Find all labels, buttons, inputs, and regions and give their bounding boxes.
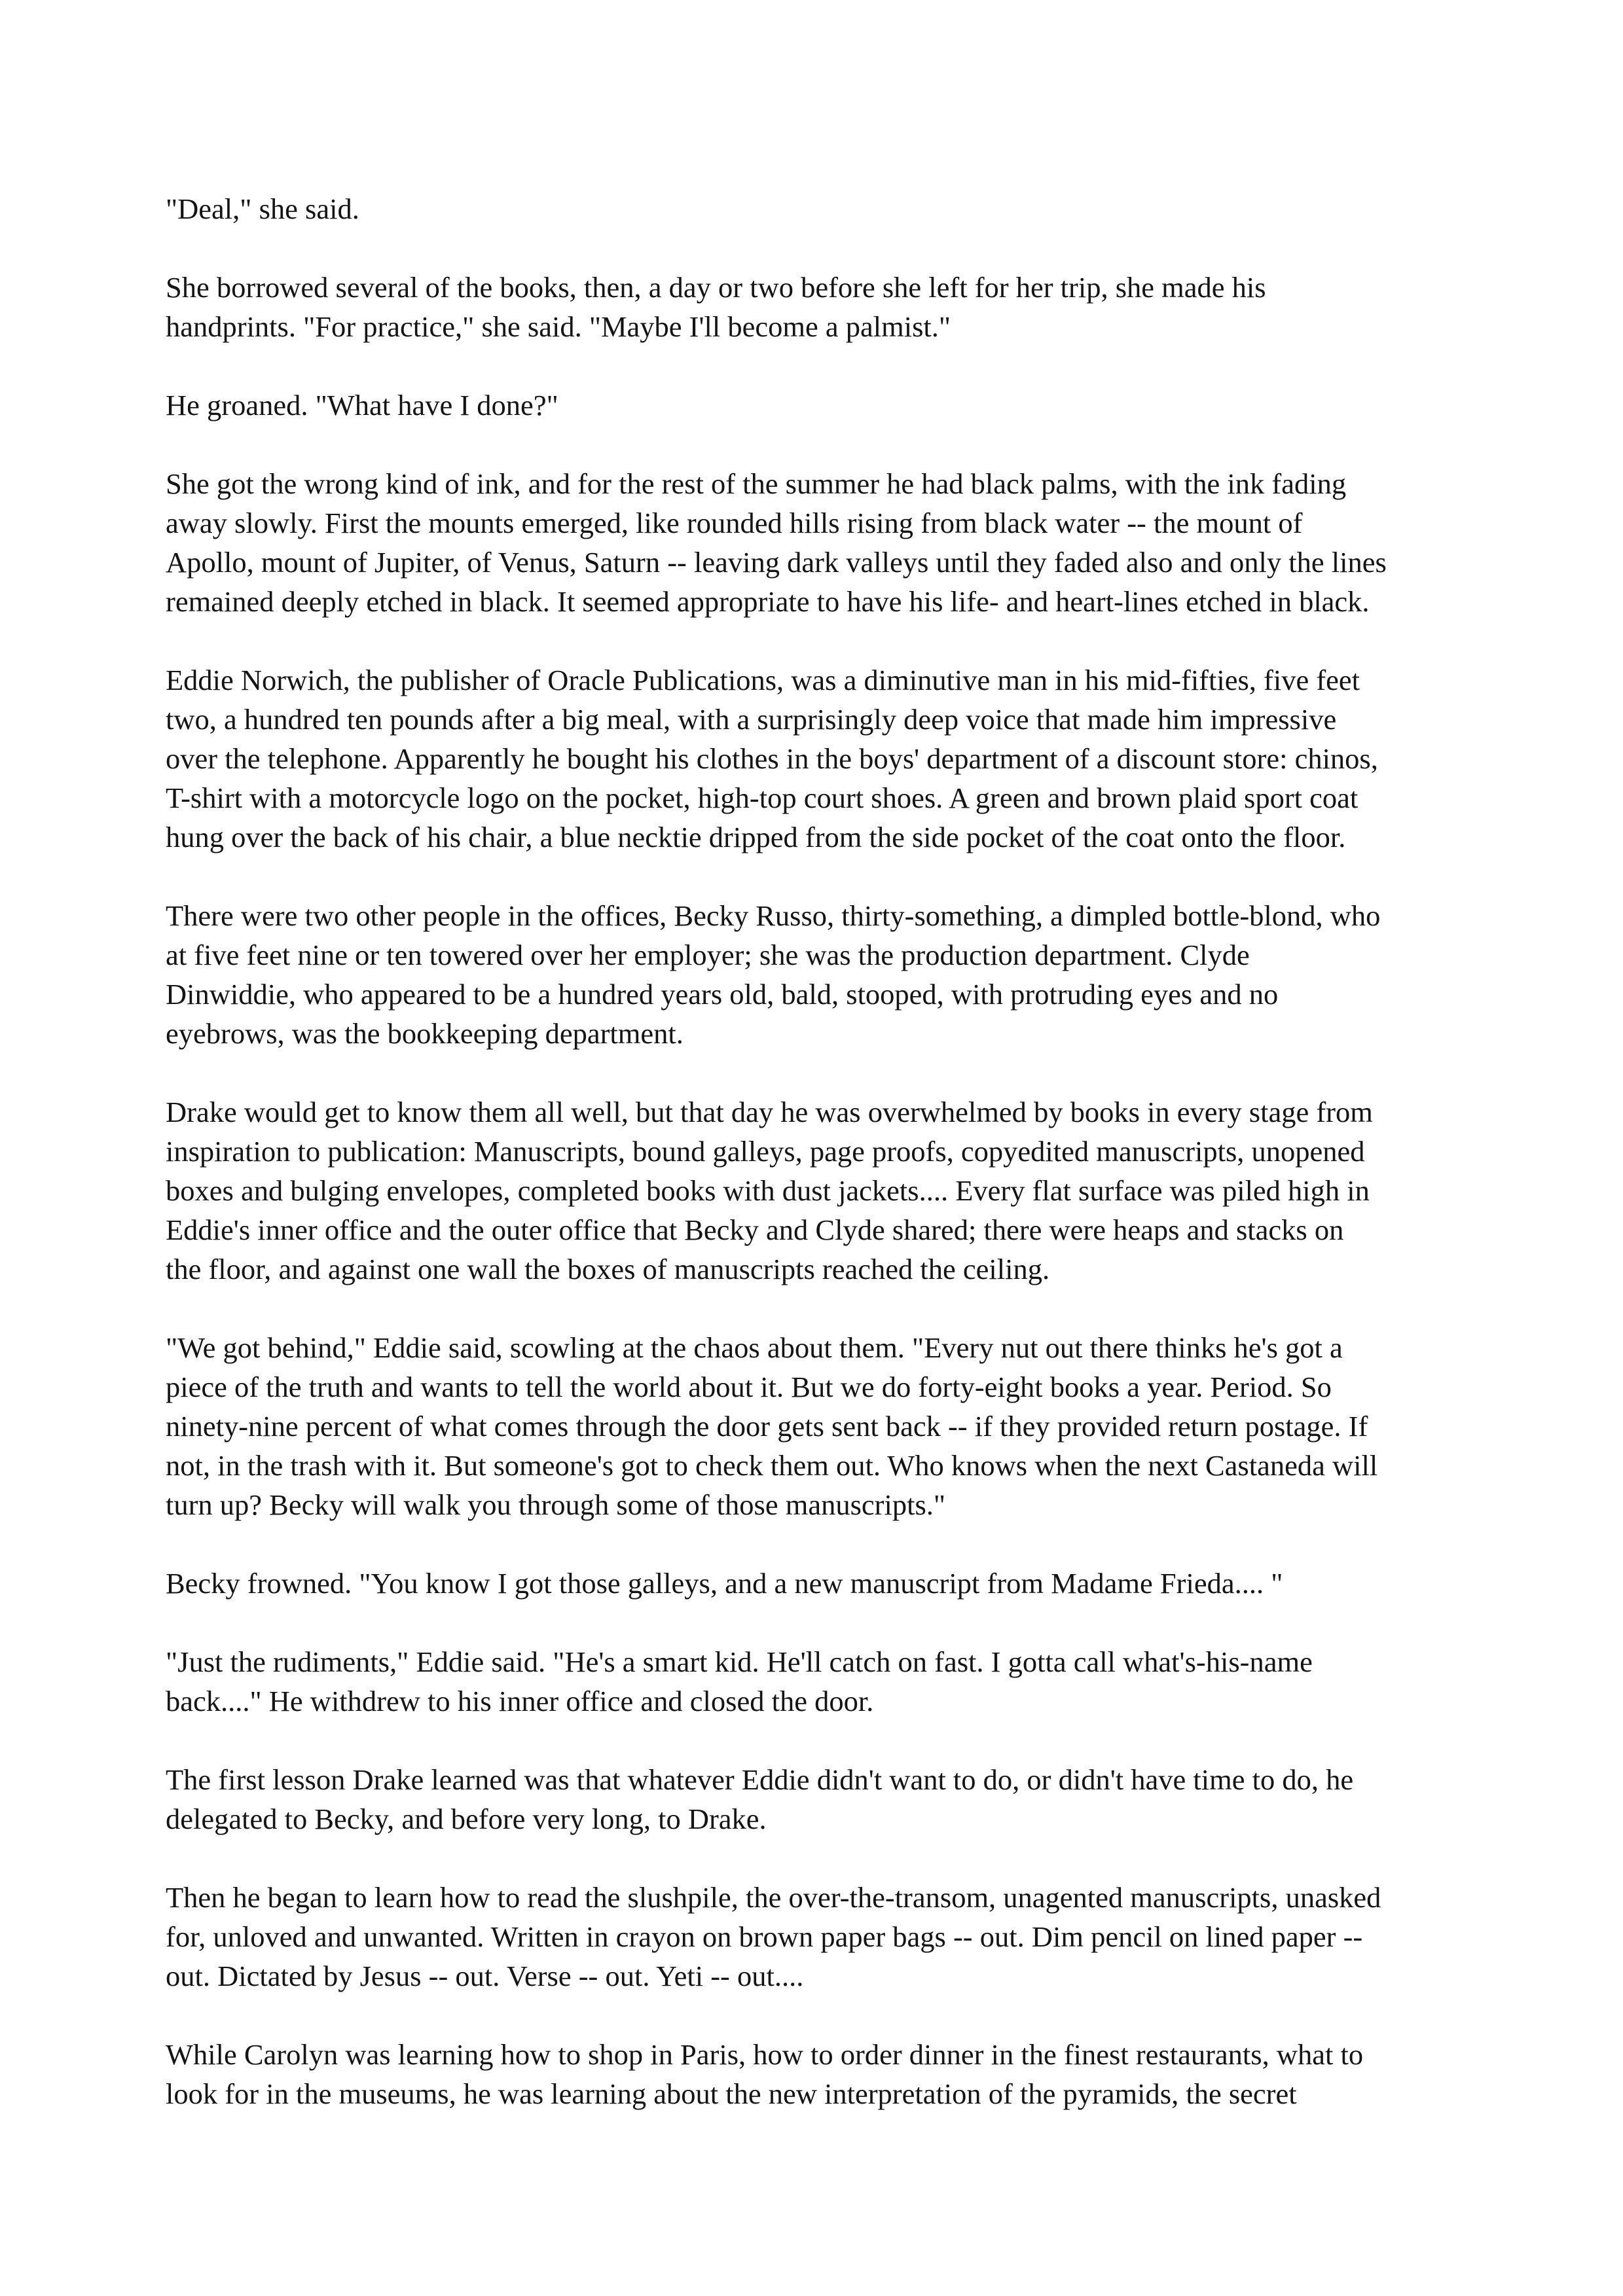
paragraph — [166, 1642, 1482, 1721]
text-line: Drake would get to know them all well, but that day he was overwhelmed by books in every stage from — [166, 1096, 1373, 1128]
text-line: "Deal," she said. — [166, 192, 359, 225]
text-line: inspiration to publication: Manuscripts, bound galleys, page proofs, copyedited manuscripts, unopened — [166, 1135, 1365, 1168]
text-line: delegated to Becky, and before very long, to Drake. — [166, 1803, 767, 1835]
text-line: Eddie Norwich, the publisher of Oracle Publications, was a diminutive man in his mid-fifties, five feet — [166, 664, 1360, 696]
text-line: handprints. "For practice," she said. "Maybe I'll become a palmist." — [166, 310, 951, 343]
paragraph — [166, 2035, 1482, 2113]
text-line: at five feet nine or ten towered over her employer; she was the production department. Clyde — [166, 939, 1250, 971]
text-line: not, in the trash with it. But someone's got to check them out. Who knows when the next Castaneda will — [166, 1449, 1378, 1482]
paragraph — [166, 386, 1482, 425]
text-line: She got the wrong kind of ink, and for the rest of the summer he had black palms, with the ink fading — [166, 467, 1347, 500]
text-line: away slowly. First the mounts emerged, like rounded hills rising from black water -- the mount of — [166, 507, 1303, 539]
text-line: out. Dictated by Jesus -- out. Verse -- out. Yeti -- out.... — [166, 1960, 804, 1992]
paragraph — [166, 464, 1482, 621]
paragraph — [166, 189, 1482, 228]
paragraph — [166, 660, 1482, 857]
text-line: T-shirt with a motorcycle logo on the pocket, high-top court shoes. A green and brown plaid sport coat — [166, 781, 1359, 814]
text-line: the floor, and against one wall the boxes of manuscripts reached the ceiling. — [166, 1253, 1050, 1285]
text-line: The first lesson Drake learned was that whatever Eddie didn't want to do, or didn't have time to do, he — [166, 1763, 1354, 1796]
text-line: over the telephone. Apparently he bought his clothes in the boys' department of a discount store: chinos, — [166, 742, 1378, 775]
text-line: hung over the back of his chair, a blue necktie dripped from the side pocket of the coat onto the floor. — [166, 821, 1346, 853]
text-line: There were two other people in the offices, Becky Russo, thirty-something, a dimpled bottle-blond, who — [166, 899, 1381, 932]
text-line: piece of the truth and wants to tell the world about it. But we do forty-eight books a year. Period. So — [166, 1371, 1332, 1403]
text-line: Becky frowned. "You know I got those galleys, and a new manuscript from Madame Frieda.... " — [166, 1567, 1283, 1600]
text-line: turn up? Becky will walk you through some of those manuscripts." — [166, 1488, 946, 1521]
text-line: two, a hundred ten pounds after a big meal, with a surprisingly deep voice that made him impressive — [166, 703, 1337, 736]
text-line: He groaned. "What have I done?" — [166, 389, 558, 422]
text-line: boxes and bulging envelopes, completed books with dust jackets.... Every flat surface was piled high in — [166, 1174, 1370, 1207]
text-line: "We got behind," Eddie said, scowling at the chaos about them. "Every nut out there thinks he's got a — [166, 1331, 1343, 1364]
paragraph — [166, 1328, 1482, 1524]
text-line: Then he began to learn how to read the slushpile, the over-the-transom, unagented manuscripts, unasked — [166, 1881, 1381, 1914]
text-line: remained deeply etched in black. It seemed appropriate to have his life- and heart-lines etched in black. — [166, 585, 1370, 618]
paragraph — [166, 1878, 1482, 1996]
text-line: While Carolyn was learning how to shop in Paris, how to order dinner in the finest restaurants, what to — [166, 2038, 1364, 2071]
paragraph — [166, 1092, 1482, 1289]
text-line: "Just the rudiments," Eddie said. "He's a smart kid. He'll catch on fast. I gotta call what's-his-name — [166, 1645, 1313, 1678]
text-line: eyebrows, was the bookkeeping department. — [166, 1017, 684, 1050]
text-line: look for in the museums, he was learning about the new interpretation of the pyramids, the secret — [166, 2077, 1297, 2110]
text-line: back...." He withdrew to his inner office and closed the door. — [166, 1685, 874, 1717]
text-line: She borrowed several of the books, then, a day or two before she left for her trip, she made his — [166, 271, 1266, 304]
paragraph — [166, 896, 1482, 1053]
text-line: Eddie's inner office and the outer office that Becky and Clyde shared; there were heaps and stacks on — [166, 1213, 1344, 1246]
text-line: ninety-nine percent of what comes through the door gets sent back -- if they provided return postage. If — [166, 1410, 1368, 1443]
text-line: Apollo, mount of Jupiter, of Venus, Saturn -- leaving dark valleys until they faded also and only the lines — [166, 546, 1387, 579]
body-text — [166, 189, 1482, 2113]
paragraph — [166, 1564, 1482, 1603]
paragraph — [166, 1760, 1482, 1839]
text-line: for, unloved and unwanted. Written in crayon on brown paper bags -- out. Dim pencil on lined paper -- — [166, 1920, 1363, 1953]
text-line: Dinwiddie, who appeared to be a hundred years old, bald, stooped, with protruding eyes and no — [166, 978, 1279, 1011]
paragraph — [166, 268, 1482, 346]
